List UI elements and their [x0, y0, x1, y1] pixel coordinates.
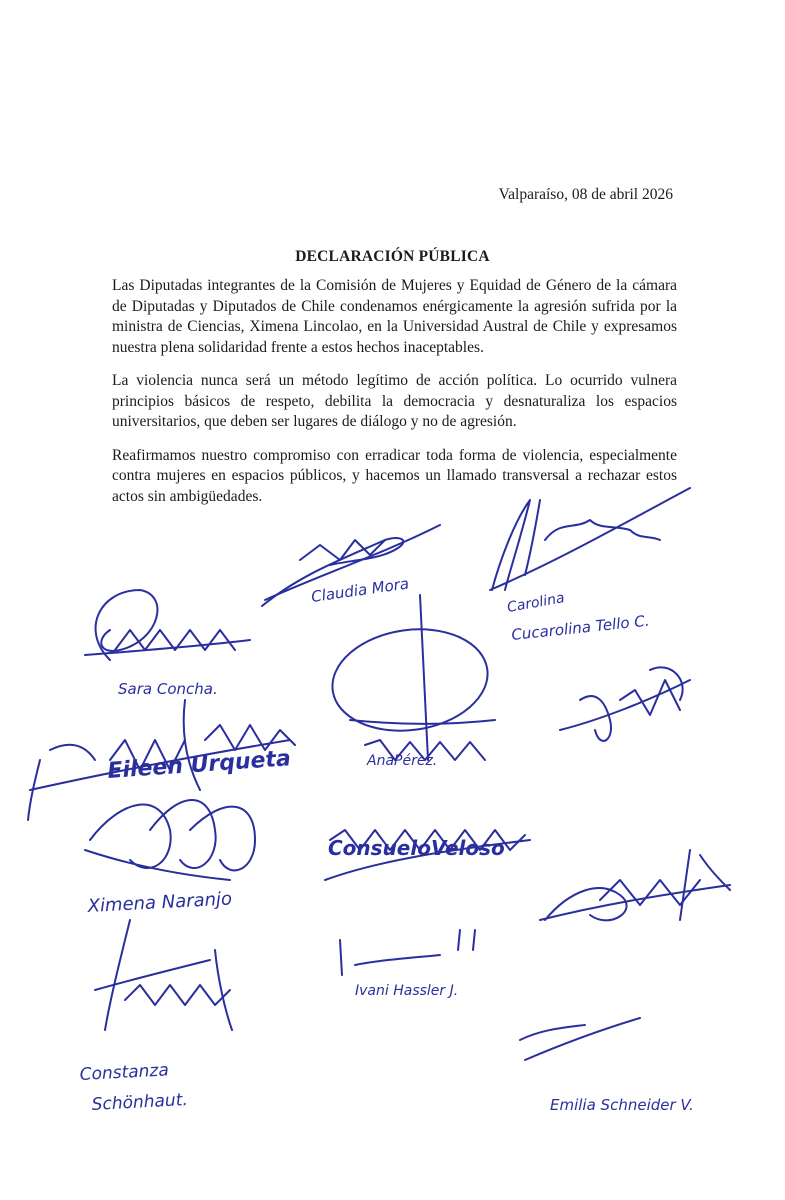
- svg-text:Ivani Hassler J.: Ivani Hassler J.: [355, 983, 459, 999]
- signature-constanza-schonhaut: [79, 920, 232, 1115]
- signature-javiera-morales: [560, 667, 690, 741]
- svg-text:Emilia Schneider V.: Emilia Schneider V.: [550, 1096, 694, 1114]
- paragraph-2: La violencia nunca será un método legítimo de acción política. Lo ocurrido vulnera principios básicos de respeto, debilita la democracia y desnaturaliza los espacios universitarios, que deben ser lugares de diálogo y no de agresión.: [112, 372, 677, 430]
- svg-text:Schönhaut.: Schönhaut.: [91, 1089, 189, 1115]
- signature-claudia-mora: [262, 525, 440, 606]
- svg-text:Ximena Naranjo: Ximena Naranjo: [87, 888, 233, 917]
- svg-text:Claudia Mora: Claudia Mora: [310, 574, 411, 606]
- svg-text:Cucarolina Tello C.: Cucarolina Tello C.: [510, 611, 651, 644]
- signature-sara-concha: [85, 590, 250, 698]
- svg-text:Eileen Urqueta: Eileen Urqueta: [106, 746, 292, 784]
- svg-text:ConsueloVeloso: ConsueloVeloso: [328, 836, 505, 860]
- declaration-body: [112, 276, 677, 520]
- signature-ana-perez: [326, 595, 495, 769]
- paragraph-3: Reafirmamos nuestro compromiso con erradicar toda forma de violencia, especialmente contra mujeres en espacios públicos, y hacemos un llamado transversal a rechazar estos actos sin ambigüedades.: [112, 446, 677, 505]
- svg-text:Sara Concha.: Sara Concha.: [118, 680, 218, 698]
- signature-ivani-hassler: [340, 930, 475, 999]
- svg-text:Constanza: Constanza: [79, 1060, 170, 1085]
- signature-eileen-urqueta: [28, 700, 295, 820]
- signature-carolina-tello: [511, 612, 651, 644]
- date-line: Valparaíso, 08 de abril 2026: [498, 186, 673, 203]
- document-title: DECLARACIÓN PÚBLICA: [295, 248, 490, 265]
- svg-text:AnaPérez.: AnaPérez.: [367, 753, 438, 769]
- paragraph-1: Las Diputadas integrantes de la Comisión de Mujeres y Equidad de Género de la cámara de Diputadas y Diputados de Chile condenamos enérgicamente la agresión sufrida por la ministra de Ciencias, Ximena Lincolao, en la Universidad Austral de Chile y expresamos nuestra plena solidaridad frente a estos hechos inaceptables.: [112, 277, 677, 356]
- signature-ximena-naranjo: [85, 800, 255, 917]
- signature-emilia-schneider: [520, 1018, 694, 1114]
- signature-ivonne-mangelsdorff: [540, 850, 730, 920]
- svg-text:Carolina: Carolina: [505, 590, 566, 616]
- signature-consuelo-veloso: [325, 830, 530, 880]
